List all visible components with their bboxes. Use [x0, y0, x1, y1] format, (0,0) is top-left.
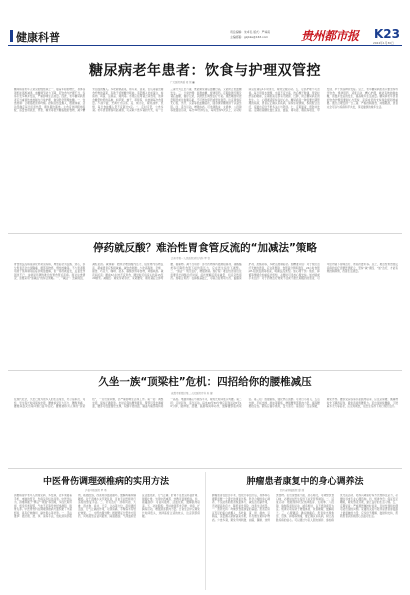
section-divider	[8, 468, 402, 469]
section-divider	[8, 370, 402, 371]
article-body-lumbar: 在现代社会，久坐已成为很多人的生活常态，办公室职员、司机、学生等长时间保持坐姿，腰椎承受巨大压力，腰酸背痛、腰椎间盘突出等问题日益年轻化。腰椎被称为人体的“顶梁柱”，一旦出现问题，会严重影响生活和工作。第一招：调整坐姿，保持正确姿势。坐时应保持腰背挺直，臀部尽量坐满椅面，腰部可放置靠垫支撑，双脚平放地面，膝盖与髋部保持同一高度。电脑屏幕应与视线平齐，避免长时间低头弯腰。第二招：定时起身，适当活动。每坐40至50分钟应起身活动5至10分钟，做伸展、扭腰、踮脚等简单动作，缓解腰部肌肉紧张。第三招：加强锻炼，强化核心肌群。可进行小燕飞、五点支撑、平板支撑、游泳等锻炼，增强腰背部肌肉力量，提高腰椎稳定性。锻炼应循序渐进，量力而行。第四招：注意保暖，避免外伤。腰部受凉容易引起肌肉痉挛，应注意保暖；搬重物时先下蹲再起身，避免直接弯腰用力。若出现持续腰痛、下肢麻木无力等症状，应及时就医，在医生指导下进行规范治疗。	[14, 398, 398, 408]
issue-date: 2024年1月30日	[373, 41, 394, 45]
masthead	[8, 8, 402, 44]
column-divider	[205, 472, 206, 590]
section-divider	[8, 233, 402, 234]
headline-tumor: 肿瘤患者康复中的身心调养法	[246, 477, 364, 487]
article-body-cervical: 颈椎病是中老年人的常见病、多发病，近年来随着手机、电脑的普及，发病呈年轻化趋势。中医学认为，颈椎病属于“痹证”“项强”等范畴，多因长期劳损、感受风寒湿邪、气血不足等导致经络痹阻、筋骨失养。中医骨伤科在调理颈椎病方面积累了丰富经验，具有疗效确切、副作用小等优势。一、手法推拿：通过揉、按、拿、滚等手法，放松颈肩部肌肉，疏通经络，改善局部血液循环，缓解疼痛和僵硬感。对于颈椎小关节紊乱者，可由专业医师进行适度的整复手法。二、针灸治疗：选取风池、大椎、颈夹脊、肩井、天宗、合谷等穴位，起到通经活络、行气止痛的作用，对颈肩痛、手臂麻木有较好效果。三、中药内服外敷：根据辨证分型选方用药，风寒湿型宜祛风散寒、除湿通络；气滞血瘀型宜活血化瘀、行气止痛；肝肾不足型宜补益肝肾、强筋壮骨。外用中药熏蒸、热敷可温通经络。四、拔罐刮痧：可祛风散寒、活血化瘀，缓解肌肉痉挛。五、功能锻炼：坚持做颈部米字操、耸肩、扩胸等运动，增强颈部肌肉力量。日常生活中应避免长时间低头，选择高度合适的枕头，注意颈部保暖。	[14, 494, 200, 518]
article-body-reflux: 胃食管反流病是消化科常见疾病，典型症状为反酸、烧心，部分患者还会出现胸痛、咽部异物感、慢性咳嗽等。不少患者服用质子泵抑制剂后症状明显缓解，但一停药就复发，反复发作困扰不已，这就是所谓的难治性胃食管反流病。面对这类情况，需要采用“加减法”的综合策略。一、“减法”：去除诱因，减轻负担。减体重：肥胖会增加腹内压力，促使胃内容物反流，超重患者应积极减重。减饮食刺激：少吃高脂肪、辛辣、甜食、巧克力、咖啡、浓茶、碳酸饮料等食物，戒烟戒酒。减夜间反流：睡前3小时内不宜进食，睡觉时可将床头抬高15至20厘米。减腹压：避免穿紧身衣、束紧腰带，避免餐后立即弯腰、提重物。减不当用药：部分药物如钙通道阻滞剂、硝酸酯类等可降低食管下括约肌压力，应在医生指导下调整。二、“加法”：规范治疗，增强防御。加疗程：难治性患者往往需要延长抑酸治疗时间，症状缓解后逐步减量，切忌突然停药。加联合用药：在抑酸基础上，可联合促胃动力药、黏膜保护剂、抗酸剂等，多靶点控制症状。加精准评估：对于规范治疗无效的患者，应完善胃镜、食管高分辨率测压、24小时食管pH-阻抗监测等检查，明确反流类型。加心理干预：焦虑、抑郁等情绪会加重症状感知，必要时可寻求心理支持。加内镜或手术治疗：对于药物治疗效果不佳或不愿长期服药的患者，可考虑内镜下射频治疗、胃底折叠术等。总之，难治性胃食管反流病的治疗需要医患配合，坚持“减”诱因、“加”治疗，才能有效控制病情，改善生活质量。	[14, 263, 398, 280]
byline-reflux: 达州市第一人民医院消化内科 罗 钦	[171, 257, 211, 260]
section-title: 健康科普	[16, 31, 60, 44]
masthead-rule	[8, 45, 402, 46]
headline-cervical: 中医骨伤调理颈椎病的实用方法	[42, 477, 169, 487]
paper-logo: 贵州都市报	[301, 29, 359, 43]
byline-cervical: 泸县中医医院 罗 勇	[85, 489, 107, 492]
page-number: K23	[374, 27, 400, 41]
article-body-tumor: 肿瘤患者在经历手术、放化疗等治疗后，身体和心理都需要一个漫长的康复过程。科学合理的身心调养，不仅能帮助患者恢复体力、减轻治疗副作用，还能提高免疫力、降低复发风险、改善生活质量。一、营养支持：均衡饮食是康复的基础。患者应保证充足的蛋白质摄入，多吃鱼、蛋、奶、瘦肉、豆制品，适量摄入新鲜蔬菜水果，补充维生素和矿物质。少食多餐，避免辛辣刺激、油腻、腌制、烧烤类食物。若出现食欲不振、恶心呕吐，可调整饮食口味，必要时在医生指导下补充营养制剂。二、适度运动：根据身体状况选择散步、太极拳、八段锦、瑜伽等温和运动，循序渐进，以不感到疲劳为宜。规律运动有助于增强体质、改善睡眠、缓解疲乏。三、心理调适：确诊肿瘤后，患者常出现焦虑、恐惧、抑郁等情绪，要正确认识疾病，树立战胜疾病的信心。可以通过与家人朋友倾诉、参加病友交流活动、培养兴趣爱好等方式转移注意力，必要时寻求专业心理咨询。四、规律作息：保证充足睡眠，避免熬夜劳累，建立良好的生活习惯。五、定期复查：严格遵医嘱按时复查，及时发现和处理可能出现的问题。家属的关爱与陪伴是患者康复路上最温暖的力量，应多给予理解、鼓励和支持，帮助患者以积极的心态面对生活。	[212, 494, 398, 522]
byline-diabetes: 广元医院供稿 梁 悦 ■	[170, 81, 195, 84]
article-body-diabetes: 糖尿病是老年人常见的慢性病之一，随着年龄的增长，身体各项机能逐渐减退，血糖调节能力下降，若饮食与护理不当，容易引发多种并发症，严重影响生活质量。因此，老年糖尿病患者应当重视饮食控制与日常护理，做到科学管理血糖。一、饮食控制：合理搭配营养均衡。控制总热量摄入，根据体重、活动量确定每日所需热量，避免暴饮暴食。主食宜选择粗细搭配，适量食用燕麦、荞麦、糙米等低升糖指数的食物，减少精米白面的摄入。多吃新鲜蔬菜，如芹菜、菠菜、苦瓜等富含膳食纤维的蔬菜，有助于延缓糖分吸收。适量摄入优质蛋白，如鱼肉、鸡蛋、豆制品、瘦肉等。水果应在两餐之间食用，选择含糖量较低的品种，如苹果、柚子、草莓等，并控制每次食用量。少油少盐，烹调方式以蒸、煮、炖为主，避免油炸、煎烤，每日食盐摄入量不宜超过5克。二、定时定量，少食多餐。老年患者胃肠功能减弱，可采取少食多餐的方式，将一日三餐分为五至六餐，既能避免餐后血糖过高，又能防止低血糖发生。三、日常护理：监测血糖，规律用药。定期监测空腹及餐后血糖，做好记录，以便医生调整治疗方案。遵医嘱按时按量服药或注射胰岛素，不可擅自停药或更改剂量。注意观察有无心慌、出汗、头晕等低血糖症状，随身携带糖果饼干以备急用。四、适当运动，增强体质。可选择散步、太极拳、八段锦等低强度运动，每次30分钟左右，每周坚持5次以上，运动时间宜在餐后1小时进行，避免空腹运动。五、足部护理不可忽视。每日用温水洗脚，水温不宜过高，洗后擦干趾缝，穿宽松舒适的鞋袜，定期检查足部有无破损、红肿，防止糖尿病足的发生。六、心理调适保持良好心态。糖尿病是一种需要长期管理的疾病，患者应正确认识疾病，保持乐观情绪，积极配合治疗，家属也应给予更多关心与陪伴。七、定期复查，预防并发症。定期检查糖化血红蛋白、血脂、肾功能、眼底等项目，早发现、早干预各种并发症。总之，老年糖尿病患者只要坚持科学饮食、规律用药、适度运动、精心护理，就能有效控制血糖，延缓并发症的发生，提高晚年生活质量。糖尿病老年患者的饮食护理需要耐心与坚持，家庭成员的支持和监督同样重要。通过合理安排一日三餐、严格控制甜食、戒烟限酒，患者完全可以与疾病和平共处，享受健康的晚年生活。	[14, 88, 398, 112]
headline-diabetes: 糖尿病老年患者：饮食与护理双管控	[89, 63, 321, 79]
accent-bar	[10, 30, 13, 42]
email-line: 主编邮箱：gzjbke@163.com	[230, 35, 269, 39]
headline-lumbar: 久坐一族“顶梁柱”危机：四招给你的腰椎减压	[98, 376, 312, 388]
byline-tumor: 四川省肿瘤医院 廖 丽	[280, 489, 305, 492]
editor-line: 责任编辑：朱卓名 版式：严舜甫	[230, 30, 271, 34]
byline-lumbar: 成都市新都区第二人民医院骨科 朱 健	[171, 392, 213, 395]
headline-reflux: 停药就反酸？难治性胃食管反流的“加减法”策略	[93, 242, 317, 254]
